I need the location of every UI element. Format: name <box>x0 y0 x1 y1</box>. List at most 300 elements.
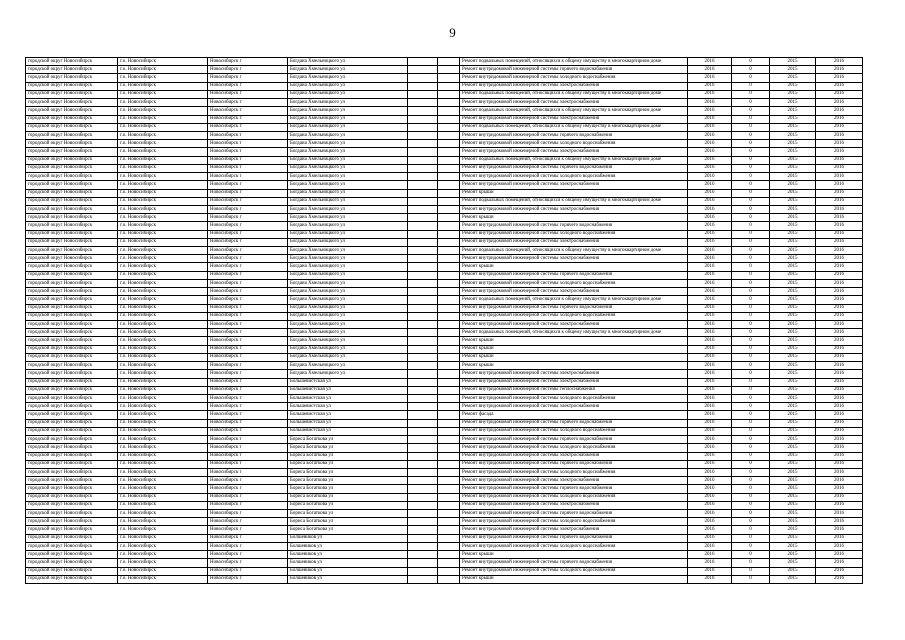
cell-house-number <box>408 329 438 337</box>
cell-district: городской округ Новосибирск <box>26 99 118 107</box>
cell-house-number <box>408 288 438 296</box>
cell-construction-year <box>438 214 460 222</box>
cell-period-start: 2015 <box>770 164 816 172</box>
cell-settlement: Новосибирск г <box>208 82 288 90</box>
cell-period-end: 2016 <box>816 394 863 402</box>
cell-repair-work-type: Ремонт крыши <box>460 214 688 222</box>
cell-repair-work-type: Ремонт внутридомовой инженерной системы электроснабжения <box>460 205 688 213</box>
cell-municipality: г.о. Новосибирск <box>118 567 208 575</box>
cell-settlement: Новосибирск г <box>208 131 288 139</box>
cell-municipality: г.о. Новосибирск <box>118 263 208 271</box>
cell-period-start: 2015 <box>770 370 816 378</box>
cell-settlement: Новосибирск г <box>208 214 288 222</box>
cell-house-number <box>408 90 438 98</box>
cell-construction-year <box>438 74 460 82</box>
cell-repair-work-type: Ремонт внутридомовой инженерной системы электроснабжения <box>460 82 688 90</box>
cell-construction-year <box>438 567 460 575</box>
cell-repair-work-type: Ремонт внутридомовой инженерной системы электроснабжения <box>460 452 688 460</box>
cell-amount: 0 <box>732 214 770 222</box>
cell-municipality: г.о. Новосибирск <box>118 156 208 164</box>
cell-municipality: г.о. Новосибирск <box>118 329 208 337</box>
cell-period-start: 2015 <box>770 501 816 509</box>
cell-period-end: 2016 <box>816 99 863 107</box>
cell-amount: 0 <box>732 279 770 287</box>
cell-construction-year <box>438 551 460 559</box>
cell-period-start: 2015 <box>770 214 816 222</box>
cell-district: городской округ Новосибирск <box>26 362 118 370</box>
cell-municipality: г.о. Новосибирск <box>118 436 208 444</box>
cell-repair-work-type: Ремонт внутридомовой инженерной системы электроснабжения <box>460 370 688 378</box>
cell-settlement: Новосибирск г <box>208 230 288 238</box>
cell-street: Бориса Богаткова ул <box>288 493 408 501</box>
cell-period-start: 2015 <box>770 181 816 189</box>
cell-house-number <box>408 559 438 567</box>
cell-settlement: Новосибирск г <box>208 263 288 271</box>
cell-period-end: 2016 <box>816 66 863 74</box>
cell-municipality: г.о. Новосибирск <box>118 534 208 542</box>
cell-house-number <box>408 493 438 501</box>
cell-planned-year: 2016 <box>688 518 732 526</box>
cell-construction-year <box>438 140 460 148</box>
cell-period-end: 2016 <box>816 559 863 567</box>
cell-period-start: 2015 <box>770 394 816 402</box>
cell-period-end: 2016 <box>816 173 863 181</box>
cell-street: Богдана Хмельницкого ул <box>288 90 408 98</box>
cell-period-end: 2016 <box>816 501 863 509</box>
cell-period-start: 2015 <box>770 238 816 246</box>
table-row <box>26 90 863 98</box>
cell-municipality: г.о. Новосибирск <box>118 518 208 526</box>
cell-street: Бориса Богаткова ул <box>288 526 408 534</box>
cell-construction-year <box>438 205 460 213</box>
cell-construction-year <box>438 534 460 542</box>
cell-district: городской округ Новосибирск <box>26 394 118 402</box>
cell-house-number <box>408 575 438 583</box>
cell-repair-work-type: Ремонт внутридомовой инженерной системы электроснабжения <box>460 501 688 509</box>
cell-period-start: 2015 <box>770 296 816 304</box>
cell-municipality: г.о. Новосибирск <box>118 247 208 255</box>
cell-street: Богдана Хмельницкого ул <box>288 164 408 172</box>
cell-municipality: г.о. Новосибирск <box>118 131 208 139</box>
cell-construction-year <box>438 255 460 263</box>
cell-period-start: 2015 <box>770 518 816 526</box>
cell-amount: 0 <box>732 74 770 82</box>
cell-house-number <box>408 501 438 509</box>
cell-amount: 0 <box>732 66 770 74</box>
cell-house-number <box>408 411 438 419</box>
cell-settlement: Новосибирск г <box>208 222 288 230</box>
cell-period-start: 2015 <box>770 436 816 444</box>
cell-house-number <box>408 296 438 304</box>
table-row <box>26 394 863 402</box>
cell-district: городской округ Новосибирск <box>26 115 118 123</box>
cell-period-end: 2016 <box>816 247 863 255</box>
cell-municipality: г.о. Новосибирск <box>118 107 208 115</box>
cell-settlement: Новосибирск г <box>208 337 288 345</box>
cell-period-start: 2015 <box>770 427 816 435</box>
cell-settlement: Новосибирск г <box>208 419 288 427</box>
cell-period-end: 2016 <box>816 255 863 263</box>
cell-house-number <box>408 460 438 468</box>
cell-settlement: Новосибирск г <box>208 288 288 296</box>
cell-settlement: Новосибирск г <box>208 238 288 246</box>
cell-street: Богдана Хмельницкого ул <box>288 107 408 115</box>
cell-repair-work-type: Ремонт внутридомовой инженерной системы электроснабжения <box>460 255 688 263</box>
cell-repair-work-type: Ремонт внутридомовой инженерной системы холодного водоснабжения <box>460 444 688 452</box>
cell-planned-year: 2016 <box>688 411 732 419</box>
table-row <box>26 551 863 559</box>
cell-period-start: 2015 <box>770 551 816 559</box>
cell-planned-year: 2016 <box>688 501 732 509</box>
cell-district: городской округ Новосибирск <box>26 534 118 542</box>
cell-settlement: Новосибирск г <box>208 444 288 452</box>
cell-settlement: Новосибирск г <box>208 386 288 394</box>
cell-municipality: г.о. Новосибирск <box>118 559 208 567</box>
cell-planned-year: 2016 <box>688 444 732 452</box>
cell-district: городской округ Новосибирск <box>26 304 118 312</box>
cell-construction-year <box>438 345 460 353</box>
cell-street: Богдана Хмельницкого ул <box>288 337 408 345</box>
cell-district: городской округ Новосибирск <box>26 296 118 304</box>
cell-amount: 0 <box>732 452 770 460</box>
table-row <box>26 460 863 468</box>
cell-period-end: 2016 <box>816 575 863 583</box>
cell-municipality: г.о. Новосибирск <box>118 304 208 312</box>
cell-settlement: Новосибирск г <box>208 107 288 115</box>
cell-period-end: 2016 <box>816 140 863 148</box>
cell-municipality: г.о. Новосибирск <box>118 321 208 329</box>
cell-planned-year: 2016 <box>688 66 732 74</box>
cell-district: городской округ Новосибирск <box>26 312 118 320</box>
cell-house-number <box>408 164 438 172</box>
cell-settlement: Новосибирск г <box>208 255 288 263</box>
table-row <box>26 518 863 526</box>
cell-repair-work-type: Ремонт внутридомовой инженерной системы холодного водоснабжения <box>460 312 688 320</box>
cell-repair-work-type: Ремонт крыши <box>460 337 688 345</box>
cell-period-end: 2016 <box>816 238 863 246</box>
cell-planned-year: 2016 <box>688 279 732 287</box>
cell-construction-year <box>438 90 460 98</box>
cell-municipality: г.о. Новосибирск <box>118 411 208 419</box>
cell-amount: 0 <box>732 518 770 526</box>
table-row <box>26 542 863 550</box>
cell-period-start: 2015 <box>770 263 816 271</box>
cell-amount: 0 <box>732 493 770 501</box>
cell-municipality: г.о. Новосибирск <box>118 510 208 518</box>
cell-repair-work-type: Ремонт внутридомовой инженерной системы электроснабжения <box>460 148 688 156</box>
cell-house-number <box>408 131 438 139</box>
cell-period-end: 2016 <box>816 444 863 452</box>
cell-house-number <box>408 66 438 74</box>
cell-municipality: г.о. Новосибирск <box>118 353 208 361</box>
cell-amount: 0 <box>732 123 770 131</box>
cell-settlement: Новосибирск г <box>208 99 288 107</box>
cell-street: Бориса Богаткова ул <box>288 501 408 509</box>
cell-amount: 0 <box>732 263 770 271</box>
cell-planned-year: 2016 <box>688 214 732 222</box>
cell-district: городской округ Новосибирск <box>26 411 118 419</box>
cell-house-number <box>408 419 438 427</box>
table-row <box>26 321 863 329</box>
table-row <box>26 238 863 246</box>
table-row <box>26 271 863 279</box>
cell-amount: 0 <box>732 82 770 90</box>
cell-municipality: г.о. Новосибирск <box>118 58 208 66</box>
cell-repair-work-type: Ремонт подвальных помещений, относящихся к общему имуществу в многоквартирном доме <box>460 90 688 98</box>
table-row <box>26 345 863 353</box>
cell-construction-year <box>438 542 460 550</box>
cell-period-start: 2015 <box>770 468 816 476</box>
cell-repair-work-type: Ремонт внутридомовой инженерной системы горячего водоснабжения <box>460 222 688 230</box>
cell-settlement: Новосибирск г <box>208 205 288 213</box>
table-row <box>26 411 863 419</box>
table-row <box>26 436 863 444</box>
cell-settlement: Новосибирск г <box>208 567 288 575</box>
cell-street: Большевистская ул <box>288 411 408 419</box>
cell-district: городской округ Новосибирск <box>26 501 118 509</box>
cell-settlement: Новосибирск г <box>208 90 288 98</box>
cell-house-number <box>408 74 438 82</box>
cell-period-start: 2015 <box>770 526 816 534</box>
cell-street: Болшевиков ул <box>288 575 408 583</box>
cell-amount: 0 <box>732 329 770 337</box>
cell-house-number <box>408 58 438 66</box>
cell-house-number <box>408 477 438 485</box>
cell-planned-year: 2016 <box>688 378 732 386</box>
cell-amount: 0 <box>732 222 770 230</box>
table-row <box>26 279 863 287</box>
cell-planned-year: 2016 <box>688 288 732 296</box>
cell-period-start: 2015 <box>770 148 816 156</box>
cell-period-start: 2015 <box>770 205 816 213</box>
cell-district: городской округ Новосибирск <box>26 575 118 583</box>
cell-amount: 0 <box>732 386 770 394</box>
cell-district: городской округ Новосибирск <box>26 542 118 550</box>
cell-repair-work-type: Ремонт внутридомовой инженерной системы холодного водоснабжения <box>460 427 688 435</box>
cell-period-start: 2015 <box>770 575 816 583</box>
cell-house-number <box>408 394 438 402</box>
cell-repair-work-type: Ремонт внутридомовой инженерной системы электроснабжения <box>460 99 688 107</box>
cell-construction-year <box>438 238 460 246</box>
cell-period-start: 2015 <box>770 542 816 550</box>
cell-street: Богдана Хмельницкого ул <box>288 156 408 164</box>
cell-repair-work-type: Ремонт внутридомовой инженерной системы электроснабжения <box>460 115 688 123</box>
cell-period-start: 2015 <box>770 131 816 139</box>
cell-amount: 0 <box>732 567 770 575</box>
cell-municipality: г.о. Новосибирск <box>118 575 208 583</box>
table-row <box>26 403 863 411</box>
cell-district: городской округ Новосибирск <box>26 444 118 452</box>
cell-amount: 0 <box>732 444 770 452</box>
cell-repair-work-type: Ремонт внутридомовой инженерной системы электроснабжения <box>460 403 688 411</box>
cell-settlement: Новосибирск г <box>208 468 288 476</box>
cell-planned-year: 2016 <box>688 123 732 131</box>
cell-district: городской округ Новосибирск <box>26 386 118 394</box>
cell-repair-work-type: Ремонт внутридомовой инженерной системы электроснабжения <box>460 181 688 189</box>
cell-planned-year: 2016 <box>688 321 732 329</box>
table-row <box>26 567 863 575</box>
table-row <box>26 370 863 378</box>
cell-amount: 0 <box>732 312 770 320</box>
cell-repair-work-type: Ремонт внутридомовой инженерной системы горячего водоснабжения <box>460 131 688 139</box>
cell-amount: 0 <box>732 394 770 402</box>
table-row <box>26 329 863 337</box>
cell-house-number <box>408 518 438 526</box>
cell-district: городской округ Новосибирск <box>26 403 118 411</box>
table-row <box>26 107 863 115</box>
cell-house-number <box>408 107 438 115</box>
cell-planned-year: 2016 <box>688 526 732 534</box>
cell-municipality: г.о. Новосибирск <box>118 181 208 189</box>
cell-period-start: 2015 <box>770 559 816 567</box>
cell-repair-work-type: Ремонт внутридомовой инженерной системы электроснабжения <box>460 526 688 534</box>
table-row <box>26 526 863 534</box>
cell-house-number <box>408 337 438 345</box>
cell-municipality: г.о. Новосибирск <box>118 468 208 476</box>
cell-planned-year: 2016 <box>688 567 732 575</box>
table-row <box>26 82 863 90</box>
cell-house-number <box>408 312 438 320</box>
cell-amount: 0 <box>732 181 770 189</box>
cell-repair-work-type: Ремонт внутридомовой инженерной системы электроснабжения <box>460 477 688 485</box>
cell-settlement: Новосибирск г <box>208 559 288 567</box>
cell-street: Бориса Богаткова ул <box>288 460 408 468</box>
cell-settlement: Новосибирск г <box>208 394 288 402</box>
cell-period-start: 2015 <box>770 452 816 460</box>
cell-period-start: 2015 <box>770 74 816 82</box>
cell-district: городской округ Новосибирск <box>26 90 118 98</box>
cell-planned-year: 2016 <box>688 329 732 337</box>
cell-construction-year <box>438 164 460 172</box>
cell-period-end: 2016 <box>816 551 863 559</box>
cell-construction-year <box>438 107 460 115</box>
cell-construction-year <box>438 115 460 123</box>
cell-period-start: 2015 <box>770 288 816 296</box>
cell-district: городской округ Новосибирск <box>26 66 118 74</box>
cell-planned-year: 2016 <box>688 362 732 370</box>
table-row <box>26 534 863 542</box>
cell-settlement: Новосибирск г <box>208 378 288 386</box>
cell-period-start: 2015 <box>770 304 816 312</box>
cell-street: Богдана Хмельницкого ул <box>288 181 408 189</box>
cell-municipality: г.о. Новосибирск <box>118 526 208 534</box>
cell-district: городской округ Новосибирск <box>26 123 118 131</box>
cell-house-number <box>408 214 438 222</box>
cell-municipality: г.о. Новосибирск <box>118 214 208 222</box>
cell-planned-year: 2016 <box>688 181 732 189</box>
cell-house-number <box>408 173 438 181</box>
cell-period-start: 2015 <box>770 140 816 148</box>
table-row <box>26 74 863 82</box>
cell-settlement: Новосибирск г <box>208 74 288 82</box>
cell-amount: 0 <box>732 542 770 550</box>
cell-house-number <box>408 140 438 148</box>
cell-street: Болшевиков ул <box>288 551 408 559</box>
cell-settlement: Новосибирск г <box>208 247 288 255</box>
cell-planned-year: 2016 <box>688 370 732 378</box>
cell-house-number <box>408 534 438 542</box>
cell-amount: 0 <box>732 534 770 542</box>
cell-settlement: Новосибирск г <box>208 329 288 337</box>
cell-construction-year <box>438 559 460 567</box>
cell-period-end: 2016 <box>816 189 863 197</box>
cell-street: Богдана Хмельницкого ул <box>288 66 408 74</box>
cell-repair-work-type: Ремонт внутридомовой инженерной системы холодного водоснабжения <box>460 493 688 501</box>
cell-planned-year: 2016 <box>688 90 732 98</box>
cell-period-start: 2015 <box>770 156 816 164</box>
cell-planned-year: 2016 <box>688 485 732 493</box>
cell-period-end: 2016 <box>816 436 863 444</box>
cell-settlement: Новосибирск г <box>208 304 288 312</box>
cell-planned-year: 2016 <box>688 74 732 82</box>
cell-period-start: 2015 <box>770 123 816 131</box>
cell-municipality: г.о. Новосибирск <box>118 444 208 452</box>
cell-amount: 0 <box>732 378 770 386</box>
cell-repair-work-type: Ремонт внутридомовой инженерной системы холодного водоснабжения <box>460 173 688 181</box>
cell-period-end: 2016 <box>816 321 863 329</box>
cell-street: Богдана Хмельницкого ул <box>288 362 408 370</box>
cell-period-end: 2016 <box>816 362 863 370</box>
cell-street: Бориса Богаткова ул <box>288 477 408 485</box>
cell-street: Бориса Богаткова ул <box>288 485 408 493</box>
cell-repair-work-type: Ремонт внутридомовой инженерной системы холодного водоснабжения <box>460 567 688 575</box>
cell-planned-year: 2016 <box>688 140 732 148</box>
cell-house-number <box>408 205 438 213</box>
cell-period-start: 2015 <box>770 279 816 287</box>
cell-street: Болшевиков ул <box>288 534 408 542</box>
cell-settlement: Новосибирск г <box>208 181 288 189</box>
cell-period-end: 2016 <box>816 205 863 213</box>
cell-house-number <box>408 255 438 263</box>
cell-period-start: 2015 <box>770 419 816 427</box>
cell-period-start: 2015 <box>770 255 816 263</box>
cell-period-end: 2016 <box>816 452 863 460</box>
cell-house-number <box>408 551 438 559</box>
cell-district: городской округ Новосибирск <box>26 189 118 197</box>
cell-repair-work-type: Ремонт внутридомовой инженерной системы холодного водоснабжения <box>460 279 688 287</box>
cell-period-end: 2016 <box>816 296 863 304</box>
cell-district: городской округ Новосибирск <box>26 164 118 172</box>
table-row <box>26 205 863 213</box>
cell-district: городской округ Новосибирск <box>26 329 118 337</box>
cell-period-end: 2016 <box>816 107 863 115</box>
cell-street: Богдана Хмельницкого ул <box>288 173 408 181</box>
cell-street: Богдана Хмельницкого ул <box>288 222 408 230</box>
cell-construction-year <box>438 378 460 386</box>
cell-repair-work-type: Ремонт внутридомовой инженерной системы горячего водоснабжения <box>460 271 688 279</box>
cell-planned-year: 2016 <box>688 271 732 279</box>
cell-planned-year: 2016 <box>688 542 732 550</box>
cell-amount: 0 <box>732 205 770 213</box>
cell-district: городской округ Новосибирск <box>26 222 118 230</box>
cell-street: Богдана Хмельницкого ул <box>288 312 408 320</box>
cell-house-number <box>408 378 438 386</box>
cell-street: Богдана Хмельницкого ул <box>288 279 408 287</box>
cell-period-end: 2016 <box>816 288 863 296</box>
cell-period-start: 2015 <box>770 66 816 74</box>
cell-street: Богдана Хмельницкого ул <box>288 123 408 131</box>
cell-municipality: г.о. Новосибирск <box>118 189 208 197</box>
cell-district: городской округ Новосибирск <box>26 551 118 559</box>
cell-municipality: г.о. Новосибирск <box>118 66 208 74</box>
cell-municipality: г.о. Новосибирск <box>118 271 208 279</box>
cell-planned-year: 2016 <box>688 255 732 263</box>
table-row <box>26 173 863 181</box>
cell-period-start: 2015 <box>770 271 816 279</box>
cell-repair-work-type: Ремонт внутридомовой инженерной системы холодного водоснабжения <box>460 542 688 550</box>
cell-district: городской округ Новосибирск <box>26 230 118 238</box>
cell-period-end: 2016 <box>816 518 863 526</box>
